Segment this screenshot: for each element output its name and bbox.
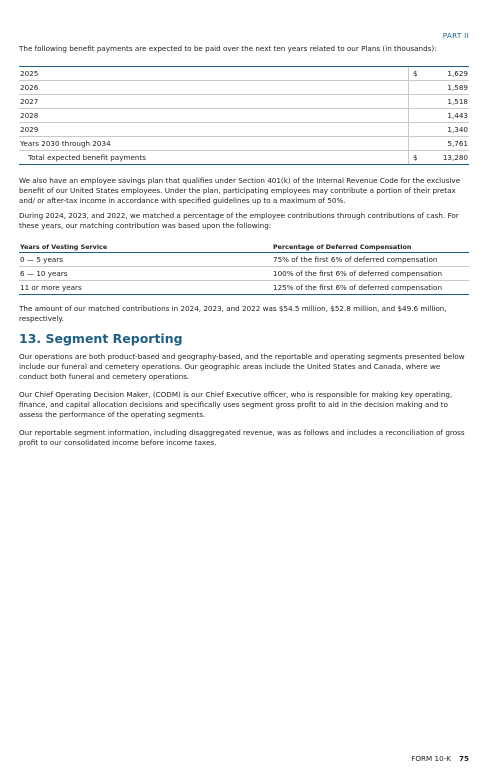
section-heading: 13. Segment Reporting <box>19 331 183 346</box>
row-label: 2026 <box>19 81 409 95</box>
row-label: 2027 <box>19 95 409 109</box>
column-header-percentage: Percentage of Deferred Compensation <box>272 242 469 253</box>
table-row <box>19 67 469 81</box>
dollar-sign <box>409 81 428 95</box>
row-value: 1,340 <box>427 123 469 137</box>
percentage-cell: 125% of the first 6% of deferred compensation <box>272 281 469 295</box>
table-row <box>19 95 469 109</box>
dollar-sign: $ <box>409 151 428 165</box>
matching-paragraph: During 2024, 2023, and 2022, we matched a percentage of the employee contributions through contributions of cash. For these years, our matching contribution was based upon the following: <box>19 211 459 230</box>
table-row <box>19 267 469 281</box>
dollar-sign <box>409 123 428 137</box>
row-value: 1,629 <box>427 67 469 81</box>
intro-paragraph: The following benefit payments are expected to be paid over the next ten years related to our Plans (in thousands): <box>19 44 437 53</box>
dollar-sign <box>409 109 428 123</box>
page-number: 75 <box>458 754 469 763</box>
reportable-segment-paragraph: Our reportable segment information, including disaggregated revenue, was as follows and includes a reconciliation of gross profit to our consolidated income before income taxes. <box>19 428 465 447</box>
total-row <box>19 151 469 165</box>
row-label: 2025 <box>19 67 409 81</box>
codm-paragraph: Our Chief Operating Decision Maker, (CODM) is our Chief Executive officer, who is responsible for making key operating, finance, and capital allocation decisions and specifically uses segment gross profit to aid in the decision making and to assess the performance of the operating segments. <box>19 390 453 419</box>
table-header-row <box>19 242 469 253</box>
dollar-sign <box>409 137 428 151</box>
segments-paragraph: Our operations are both product-based and geography-based, and the reportable and operating segments presented below include our funeral and cemetery operations. Our geographic areas include the United States and Canada, where we conduct both funeral and cemetery operations. <box>19 352 465 381</box>
years-cell: 11 or more years <box>19 281 272 295</box>
benefit-payments-table <box>19 66 469 165</box>
table-row <box>19 137 469 151</box>
row-label: 2029 <box>19 123 409 137</box>
page-footer <box>411 754 469 763</box>
savings-plan-paragraph: We also have an employee savings plan that qualifies under Section 401(k) of the Internal Revenue Code for the exclusive benefit of our United States employees. Under the plan, participating employees may contribute a portion of their pretax and/ or after-tax income in accordance with specified guidelines up to a maximum of 50%. <box>19 176 461 205</box>
total-value: 13,280 <box>427 151 469 165</box>
vesting-table <box>19 242 469 295</box>
row-value: 1,589 <box>427 81 469 95</box>
dollar-sign: $ <box>409 67 428 81</box>
dollar-sign <box>409 95 428 109</box>
years-cell: 6 — 10 years <box>19 267 272 281</box>
row-value: 5,761 <box>427 137 469 151</box>
table-row <box>19 81 469 95</box>
row-label: Years 2030 through 2034 <box>19 137 409 151</box>
part-label: PART II <box>442 31 469 40</box>
table-row <box>19 281 469 295</box>
table-row <box>19 109 469 123</box>
table-row <box>19 123 469 137</box>
row-label: 2028 <box>19 109 409 123</box>
form-label: FORM 10-K <box>411 754 451 763</box>
table-row <box>19 253 469 267</box>
percentage-cell: 75% of the first 6% of deferred compensation <box>272 253 469 267</box>
matched-amount-paragraph: The amount of our matched contributions in 2024, 2023, and 2022 was $54.5 million, $52.8 million, and $49.6 million, respectively. <box>19 304 447 323</box>
row-value: 1,518 <box>427 95 469 109</box>
years-cell: 0 — 5 years <box>19 253 272 267</box>
percentage-cell: 100% of the first 6% of deferred compensation <box>272 267 469 281</box>
total-label: Total expected benefit payments <box>19 151 409 165</box>
row-value: 1,443 <box>427 109 469 123</box>
column-header-years: Years of Vesting Service <box>19 242 272 253</box>
